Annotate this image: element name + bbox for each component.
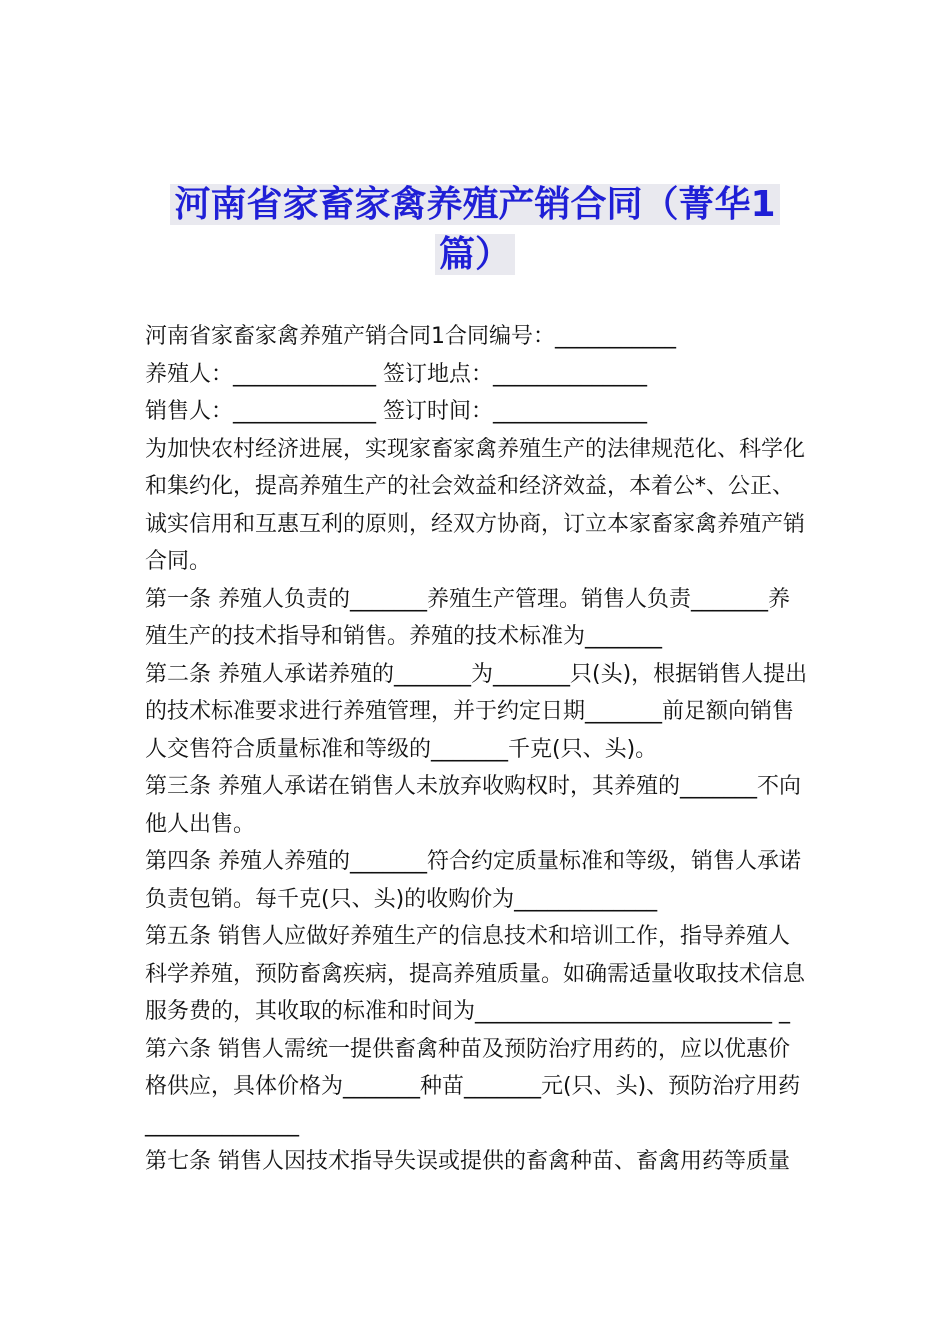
contract-number-line: 河南省家畜家禽养殖产销合同1合同编号：___________ xyxy=(145,324,676,349)
article-2: 第二条 养殖人承诺养殖的_______为_______只(头)，根据销售人提出的技术标准要求进行养殖管理，并于约定日期_______前足额向销售人交售符合质量标准和等级的_______千克(只、头)。 xyxy=(145,661,808,762)
title-line-2: 篇） xyxy=(435,234,515,275)
seller-line: 销售人：_____________ 签订时间：______________ xyxy=(145,399,647,424)
article-3: 第三条 养殖人承诺在销售人未放弃收购权时，其养殖的_______不向他人出售。 xyxy=(145,774,801,837)
title-line-1: 河南省家畜家禽养殖产销合同（菁华1 xyxy=(170,184,779,225)
article-6: 第六条 销售人需统一提供畜禽种苗及预防治疗用药的，应以优惠价格供应，具体价格为_______种苗_______元(只、头)、预防治疗用药 ______________ xyxy=(145,1036,801,1137)
article-7: 第七条 销售人因技术指导失误或提供的畜禽种苗、畜禽用药等质量 xyxy=(145,1149,790,1174)
article-1: 第一条 养殖人负责的_______养殖生产管理。销售人负责_______养殖生产的技术指导和销售。养殖的技术标准为_______ xyxy=(145,586,790,649)
article-5: 第五条 销售人应做好养殖生产的信息技术和培训工作，指导养殖人科学养殖，预防畜禽疾病，提高养殖质量。如确需适量收取技术信息服务费的，其收取的标准和时间为___________________________ _ xyxy=(145,924,806,1024)
document-title xyxy=(150,180,800,280)
document-body xyxy=(145,318,810,1181)
preamble-paragraph: 为加快农村经济进展，实现家畜家禽养殖生产的法律规范化、科学化和集约化，提高养殖生产的社会效益和经济效益，本着公*、公正、诚实信用和互惠互利的原则，经双方协商，订立本家畜家禽养殖产销合同。 xyxy=(145,436,806,574)
article-4: 第四条 养殖人养殖的_______符合约定质量标准和等级，销售人承诺负责包销。每千克(只、头)的收购价为_____________ xyxy=(145,849,801,912)
breeder-line: 养殖人：_____________ 签订地点：______________ xyxy=(145,361,647,387)
